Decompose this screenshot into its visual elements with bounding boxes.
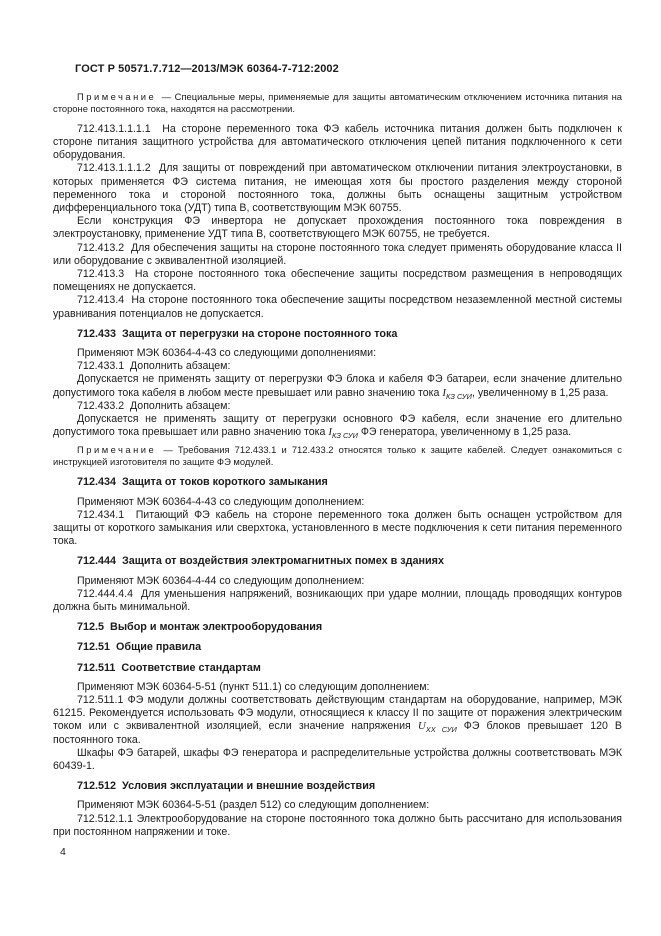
paragraph: 712.413.2 Для обеспечения защиты на стороне постоянного тока следует применять оборудование класса II или оборудование с эквивалентной изоляцией. xyxy=(53,241,622,267)
section-heading: 712.51 Общие правила xyxy=(77,641,202,654)
paragraph: Применяют МЭК 60364-5-51 (пункт 511.1) со следующим дополнением: xyxy=(77,680,430,693)
paragraph: 712.413.4 На стороне постоянного тока обеспечение защиты посредством незаземленной местной системы уравнивания потенциалов не допускается. xyxy=(53,294,622,320)
paragraph: Применяют МЭК 60364-4-43 со следующим дополнением: xyxy=(77,495,365,508)
paragraph: Допускается не применять защиту от перегрузки основного ФЭ кабеля, если значение его длительно допустимого тока превышает или равно значению тока $I_{КЗ СУИ}$ ФЭ генератора, увеличенному в 1,25 раза. xyxy=(53,413,622,441)
note-label: Примечание xyxy=(77,91,157,102)
paragraph: Шкафы ФЭ батарей, шкафы ФЭ генератора и распределительные устройства должны соответствовать МЭК 60439-1. xyxy=(53,746,622,772)
section-heading: 712.5 Выбор и монтаж электрооборудования xyxy=(77,621,323,634)
formula-variable: $U_{ХХ СУИ}$ xyxy=(417,720,457,735)
paragraph: Допускается не применять защиту от перегрузки ФЭ блока и кабеля ФЭ батареи, если значение длительно допустимого тока кабеля в любом месте превышает или равно значению тока $I_{КЗ СУИ}$, увеличенному в 1,25 раза. xyxy=(53,373,622,401)
paragraph: Если конструкция ФЭ инвертора не допускает прохождения постоянного тока повреждения в электроустановку, применение УДТ типа В, соответствующего МЭК 60755, не требуется. xyxy=(53,215,622,241)
section-heading: 712.512 Условия эксплуатации и внешние воздействия xyxy=(77,780,376,793)
paragraph: Применяют МЭК 60364-4-43 со следующими дополнениями: xyxy=(77,347,377,360)
running-header: ГОСТ Р 50571.7.712—2013/МЭК 60364-7-712:2002 xyxy=(75,63,339,75)
note-label: Примечание xyxy=(77,444,157,456)
paragraph: 712.413.1.1.1.2 Для защиты от повреждений при автоматическом отключении питания электроустановки, в которых применяется ФЭ система питания, не имеющая хотя бы простого разделения между стороной переменного тока и стороной постоянного тока, должны быть оснащены защитным устройством дифференциального тока (УДТ) типа В, соответствующим МЭК 60755. xyxy=(53,162,622,215)
document-content xyxy=(53,62,622,839)
section-heading: 712.444 Защита от воздействия электромагнитных помех в зданиях xyxy=(77,555,444,568)
section-heading: 712.433 Защита от перегрузки на стороне постоянного тока xyxy=(77,327,398,340)
formula-variable: $I_{КЗ СУИ}$ xyxy=(442,386,472,401)
document-blocks xyxy=(53,91,622,839)
section-heading: 712.434 Защита от токов короткого замыкания xyxy=(77,476,328,489)
paragraph: 712.433.2 Дополнить абзацем: xyxy=(77,399,231,412)
note-paragraph: Примечание — Специальные меры, применяемые для защиты автоматическим отключением источника питания на стороне постоянного тока, находятся на рассмотрении. xyxy=(53,91,622,114)
paragraph: 712.413.1.1.1.1 На стороне переменного тока ФЭ кабель источника питания должен быть подключен к стороне питания защитного устройства для автоматического отключения цепей питания подключенного к сети оборудования. xyxy=(53,122,622,162)
paragraph: 712.413.3 На стороне постоянного тока обеспечение защиты посредством размещения в непроводящих помещениях не допускается. xyxy=(53,268,622,294)
formula-variable: $I_{КЗ СУИ}$ xyxy=(328,426,358,441)
paragraph: Применяют МЭК 60364-4-44 со следующим дополнением: xyxy=(77,574,365,587)
paragraph: 712.512.1.1 Электрооборудование на стороне постоянного тока должно быть рассчитано для использования при постоянном напряжении и токе. xyxy=(53,812,622,838)
paragraph: 712.511.1 ФЭ модули должны соответствовать действующим стандартам на оборудование, например, МЭК 61215. Рекомендуется использовать ФЭ модули, относящиеся к классу II по защите от поражения электрическим током или с эквивалентной изоляцией, если значение напряжения $U_{ХХ СУИ}$ ФЭ блоков превышает 120 В постоянного тока. xyxy=(53,693,622,746)
note-paragraph: Примечание — Требования 712.433.1 и 712.433.2 относятся только к защите кабелей. Следует ознакомиться с инструкцией изготовителя по защите ФЭ модулей. xyxy=(53,444,622,468)
page-number: 4 xyxy=(60,846,66,858)
paragraph: Применяют МЭК 60364-5-51 (раздел 512) со следующим дополнением: xyxy=(77,799,430,812)
paragraph: 712.433.1 Дополнить абзацем: xyxy=(77,360,231,373)
paragraph: 712.434.1 Питающий ФЭ кабель на стороне переменного тока должен быть оснащен устройством для защиты от короткого замыкания или сверхтока, установленного в месте подключения к сети питания переменного тока. xyxy=(53,508,622,548)
section-heading: 712.511 Соответствие стандартам xyxy=(77,661,261,674)
paragraph: 712.444.4.4 Для уменьшения напряжений, возникающих при ударе молнии, площадь проводящих контуров должна быть минимальной. xyxy=(53,587,622,613)
